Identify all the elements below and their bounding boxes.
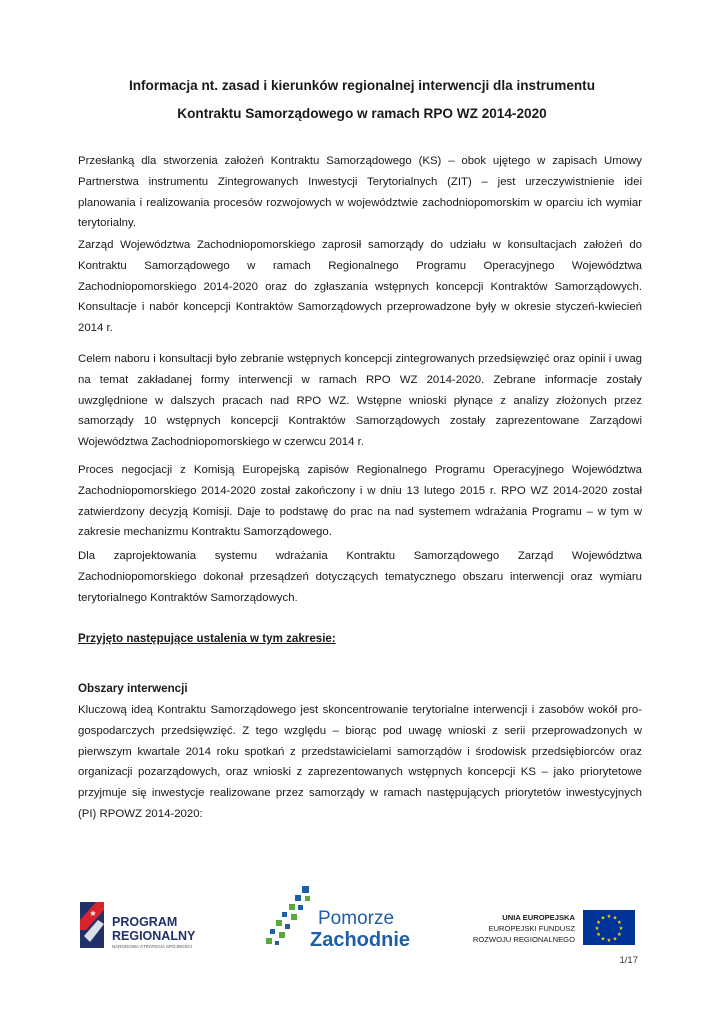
svg-text:★: ★ <box>616 920 622 926</box>
svg-text:★: ★ <box>612 915 618 922</box>
svg-text:★: ★ <box>616 932 622 938</box>
paragraph-5: Dla zaprojektowania systemu wdrażania Kontraktu Samorządowego Zarząd Województwa Zachodniopomorskiego dokonał przesądzeń dotyczących tematycznego obszaru interwencji oraz wymiaru terytorialnego Kontraktów Samorządowych. <box>78 550 642 604</box>
paragraph-3: Celem naboru i konsultacji było zebranie wstępnych koncepcji zintegrowanych przedsięwzięć oraz opinii i uwag na temat zakładanej formy interwencji w ramach RPO WZ 2014-2020. Zebrane informacje zostały uwzględnione w dalszych pracach nad RPO WZ. Wstępne wnioski płynące z analizy złożonych przez samorządy 10 wstępnych koncepcji Kontraktów Samorządowych zostały zaprezentowane Zarządowi Województwa Zachodniopomorskiego w czerwcu 2014 r. <box>78 353 642 449</box>
svg-text:★: ★ <box>596 920 602 926</box>
pomorze-line2: Zachodnie <box>310 929 411 951</box>
pomorze-line1: Pomorze <box>318 908 395 929</box>
svg-text:★: ★ <box>89 909 97 918</box>
svg-text:★: ★ <box>594 926 600 932</box>
paragraph-2: Zarząd Województwa Zachodniopomorskiego zaprosił samorządy do udziału w konsultacjach założeń do Kontraktu Samorządowego w ramach Regionalnego Programu Operacyjnego Województwa Zachodniopomorskiego 2014-2020 oraz do zgłaszania wstępnych koncepcji Kontraktów Samorządowych. Konsultacje i nabór koncepcji Kontraktów Samorządowych przeprowadzone były w okresie styczeń-kwiecień 2014 r. <box>78 239 642 335</box>
section-heading: Przyjęto następujące ustalenia w tym zakresie: <box>78 632 336 645</box>
svg-text:★: ★ <box>596 932 602 938</box>
paragraph-4: Proces negocjacji z Komisją Europejską zapisów Regionalnego Programu Operacyjnego Województwa Zachodniopomorskiego 2014-2020 został zakończony i w dniu 13 lutego 2015 r. RPO WZ 2014-2020 został zatwierdzony decyzją Komisji. Daje to podstawę do prac na nad systemem wdrażania Programu – w tym w zakresie mechanizmu Kontraktu Samorządowego. <box>78 464 642 539</box>
subsection-heading: Obszary interwencji <box>78 682 188 695</box>
eu-line3: ROZWOJU REGIONALNEGO <box>472 935 575 944</box>
page-number: 1/17 <box>619 955 638 966</box>
eu-line1: UNIA EUROPEJSKA <box>502 913 575 922</box>
document-title-line1: Informacja nt. zasad i kierunków regionalnej interwencji dla instrumentu <box>128 78 596 93</box>
program-line3: NARODOWA STRATEGIA SPÓJNOŚCI <box>112 944 193 949</box>
paragraph-1: Przesłanką dla stworzenia założeń Kontraktu Samorządowego (KS) – obok ujętego w zapisach Umowy Partnerstwa instrumentu Zintegrowanych Inwestycji Terytorialnych (ZIT) – jest urzeczywistnienie idei planowania i realizowania procesów rozwojowych w województwie zachodniopomorskim w oparciu ich wymiar terytorialny. <box>78 155 642 230</box>
program-regionalny-logo <box>80 902 196 949</box>
svg-text:★: ★ <box>612 936 618 943</box>
svg-text:★: ★ <box>600 915 606 922</box>
pomorze-zachodnie-logo <box>266 886 410 951</box>
svg-text:★: ★ <box>618 926 624 932</box>
footer-logos-svg <box>0 880 724 960</box>
svg-text:★: ★ <box>606 938 612 944</box>
program-line1: PROGRAM <box>112 915 178 929</box>
program-line2: REGIONALNY <box>112 929 196 943</box>
subsection-paragraph: Kluczową ideą Kontraktu Samorządowego jest skoncentrowanie terytorialne interwencji i zasobów wokół pro-gospodarczych przedsięwzięć. Z tego względu – biorąc pod uwagę wnioski z serii przeprowadzonych w pierwszym kwartale 2014 roku spotkań z przedstawicielami samorządów i środowisk przedsiębiorców oraz organizacji pozarządowych, oraz wnioski z zaprezentowanych wstępnych koncepcji KS – jako priorytetowe przyjmuje się inwestycje realizowane przez samorządy w ramach następujących priorytetów inwestycyjnych (PI) RPOWZ 2014-2020: <box>78 704 642 820</box>
svg-text:★: ★ <box>606 914 612 920</box>
document-title-line2: Kontraktu Samorządowego w ramach RPO WZ 2014-2020 <box>177 106 547 121</box>
eu-line2: EUROPEJSKI FUNDUSZ <box>488 924 575 933</box>
eu-logo <box>473 910 635 945</box>
svg-text:★: ★ <box>600 936 606 943</box>
footer-logos <box>0 880 724 960</box>
